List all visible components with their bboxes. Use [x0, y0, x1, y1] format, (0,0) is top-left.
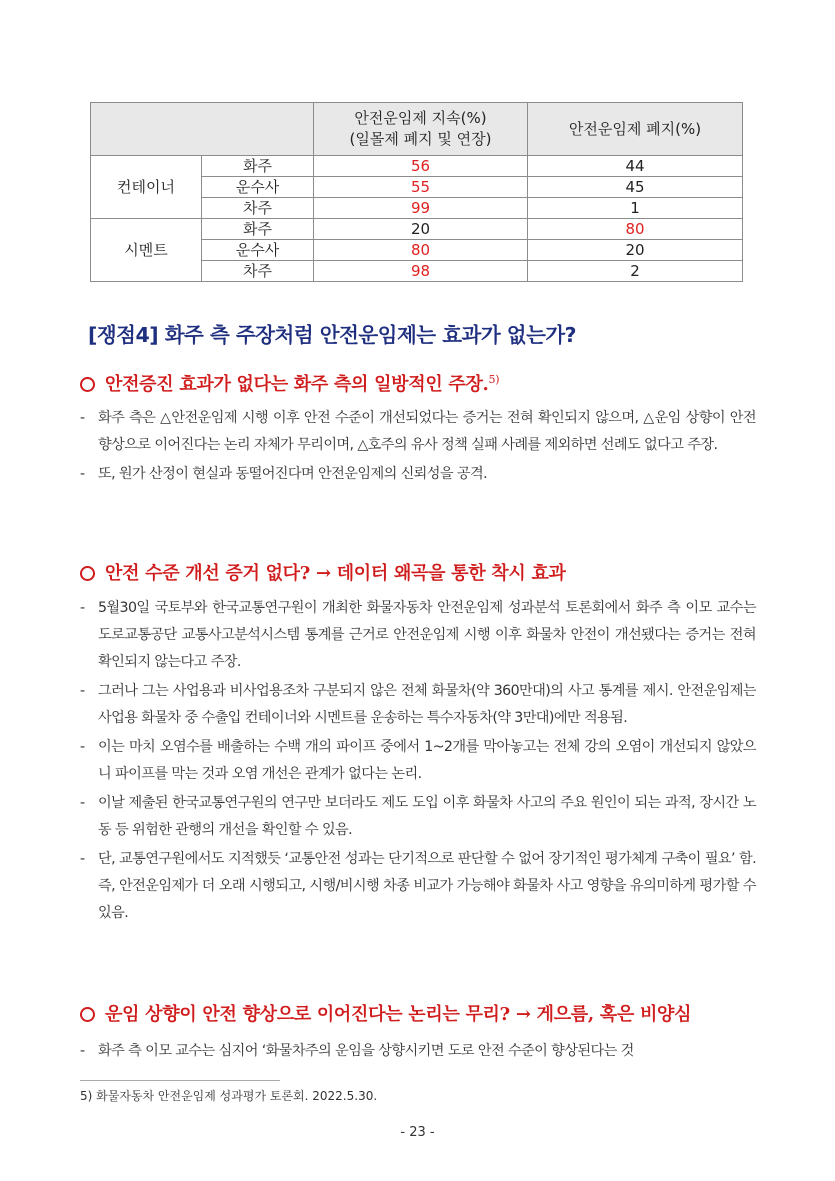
abolish-value: 2 — [528, 261, 743, 282]
footnote-divider — [80, 1080, 280, 1081]
dash-icon: - — [80, 683, 85, 699]
dash-icon: - — [80, 1043, 85, 1059]
table-header-row — [91, 103, 743, 156]
circle-bullet-icon — [80, 377, 95, 392]
section-heading-1 — [80, 370, 499, 396]
list-item-text: 5월30일 국토부와 한국교통연구원이 개최한 화물자동차 안전운임제 성과분석 토론회에서 화주 측 이모 교수는 도로교통공단 교통사고분석시스템 통계를 근거로 안전운임제 시행 이후 화물차 안전이 개선됐다는 증거는 전혀 확인되지 않는다고 주장. — [98, 600, 756, 670]
circle-bullet-icon — [80, 566, 95, 581]
continue-value: 56 — [314, 156, 528, 177]
footnote-ref: 5) — [488, 373, 500, 386]
group-label-cement: 시멘트 — [91, 219, 202, 282]
list-item-text: 그러나 그는 사업용과 비사업용조차 구분되지 않은 전체 화물차(약 360만대)의 사고 통계를 제시. 안전운임제는 사업용 화물차 중 수출입 컨테이너와 시멘트를 운송하는 특수자동차(약 3만대)에만 적용됨. — [98, 683, 756, 726]
list-item — [80, 790, 756, 844]
dash-icon: - — [80, 795, 85, 811]
abolish-value: 1 — [528, 198, 743, 219]
footnote: 5) 화물자동차 안전운임제 성과평가 토론회. 2022.5.30. — [80, 1089, 378, 1103]
list-item-text: 단, 교통연구원에서도 지적했듯 ‘교통안전 성과는 단기적으로 판단할 수 없어 장기적인 평가체계 구축이 필요’ 함. 즉, 안전운임제가 더 오래 시행되고, 시행/비시행 차종 비교가 가능해야 화물차 사고 영향을 유의미하게 평가할 수 있음. — [98, 851, 756, 921]
header-abolish: 안전운임제 폐지(%) — [528, 103, 743, 156]
row-label: 화주 — [202, 156, 314, 177]
dash-icon: - — [80, 466, 85, 482]
bullet-list-2 — [80, 595, 756, 929]
continue-value: 20 — [314, 219, 528, 240]
abolish-value: 80 — [528, 219, 743, 240]
section-heading-2 — [80, 559, 566, 585]
section-heading-text: 안전 수준 개선 증거 없다? → 데이터 왜곡을 통한 착시 효과 — [105, 563, 566, 584]
continue-value: 55 — [314, 177, 528, 198]
section-heading-text: 운임 상향이 안전 향상으로 이어진다는 논리는 무리? → 게으름, 혹은 비양심 — [105, 1004, 692, 1025]
group-label-container: 컨테이너 — [91, 156, 202, 219]
list-item — [80, 846, 756, 927]
dash-icon: - — [80, 739, 85, 755]
table-row — [91, 156, 743, 177]
bullet-list-1 — [80, 405, 756, 490]
continue-value: 80 — [314, 240, 528, 261]
list-item-text: 또, 원가 산정이 현실과 동떨어진다며 안전운임제의 신뢰성을 공격. — [98, 466, 488, 482]
list-item-text: 화주 측 이모 교수는 심지어 ‘화물차주의 운임을 상향시키면 도로 안전 수준이 향상된다는 것 — [98, 1043, 634, 1059]
abolish-value: 20 — [528, 240, 743, 261]
row-label: 화주 — [202, 219, 314, 240]
list-item — [80, 595, 756, 676]
row-label: 운수사 — [202, 177, 314, 198]
list-item-text: 이날 제출된 한국교통연구원의 연구만 보더라도 제도 도입 이후 화물차 사고의 주요 원인이 되는 과적, 장시간 노동 등 위험한 관행의 개선을 확인할 수 있음. — [98, 795, 756, 838]
issue-heading: [쟁점4] 화주 측 주장처럼 안전운임제는 효과가 없는가? — [88, 323, 577, 347]
list-item — [80, 678, 756, 732]
survey-table — [90, 102, 743, 282]
header-continue-label: 안전운임제 지속(%) — [354, 109, 487, 127]
dash-icon: - — [80, 851, 85, 867]
abolish-value: 45 — [528, 177, 743, 198]
list-item — [80, 405, 756, 459]
abolish-value: 44 — [528, 156, 743, 177]
section-heading-3 — [80, 1000, 691, 1026]
list-item — [80, 734, 756, 788]
header-continue-sub: (일몰제 폐지 및 연장) — [349, 130, 492, 148]
header-blank-cell — [91, 103, 314, 156]
row-label: 차주 — [202, 261, 314, 282]
bullet-list-3 — [80, 1038, 756, 1067]
list-item — [80, 1038, 756, 1065]
row-label: 차주 — [202, 198, 314, 219]
page-number: - 23 - — [400, 1125, 435, 1140]
continue-value: 99 — [314, 198, 528, 219]
list-item-text: 이는 마치 오염수를 배출하는 수백 개의 파이프 중에서 1~2개를 막아놓고는 전체 강의 오염이 개선되지 않았으니 파이프를 막는 것과 오염 개선은 관계가 없다는 논리. — [98, 739, 756, 782]
section-heading-text: 안전증진 효과가 없다는 화주 측의 일방적인 주장. — [105, 374, 489, 395]
header-continue — [314, 103, 528, 156]
list-item-text: 화주 측은 △안전운임제 시행 이후 안전 수준이 개선되었다는 증거는 전혀 확인되지 않으며, △운임 상향이 안전 향상으로 이어진다는 논리 자체가 무리이며, △호주의 유사 정책 실패 사례를 제외하면 선례도 없다고 주장. — [98, 410, 756, 453]
dash-icon: - — [80, 410, 85, 426]
row-label: 운수사 — [202, 240, 314, 261]
table-row — [91, 219, 743, 240]
continue-value: 98 — [314, 261, 528, 282]
circle-bullet-icon — [80, 1007, 95, 1022]
dash-icon: - — [80, 600, 85, 616]
list-item — [80, 461, 756, 488]
